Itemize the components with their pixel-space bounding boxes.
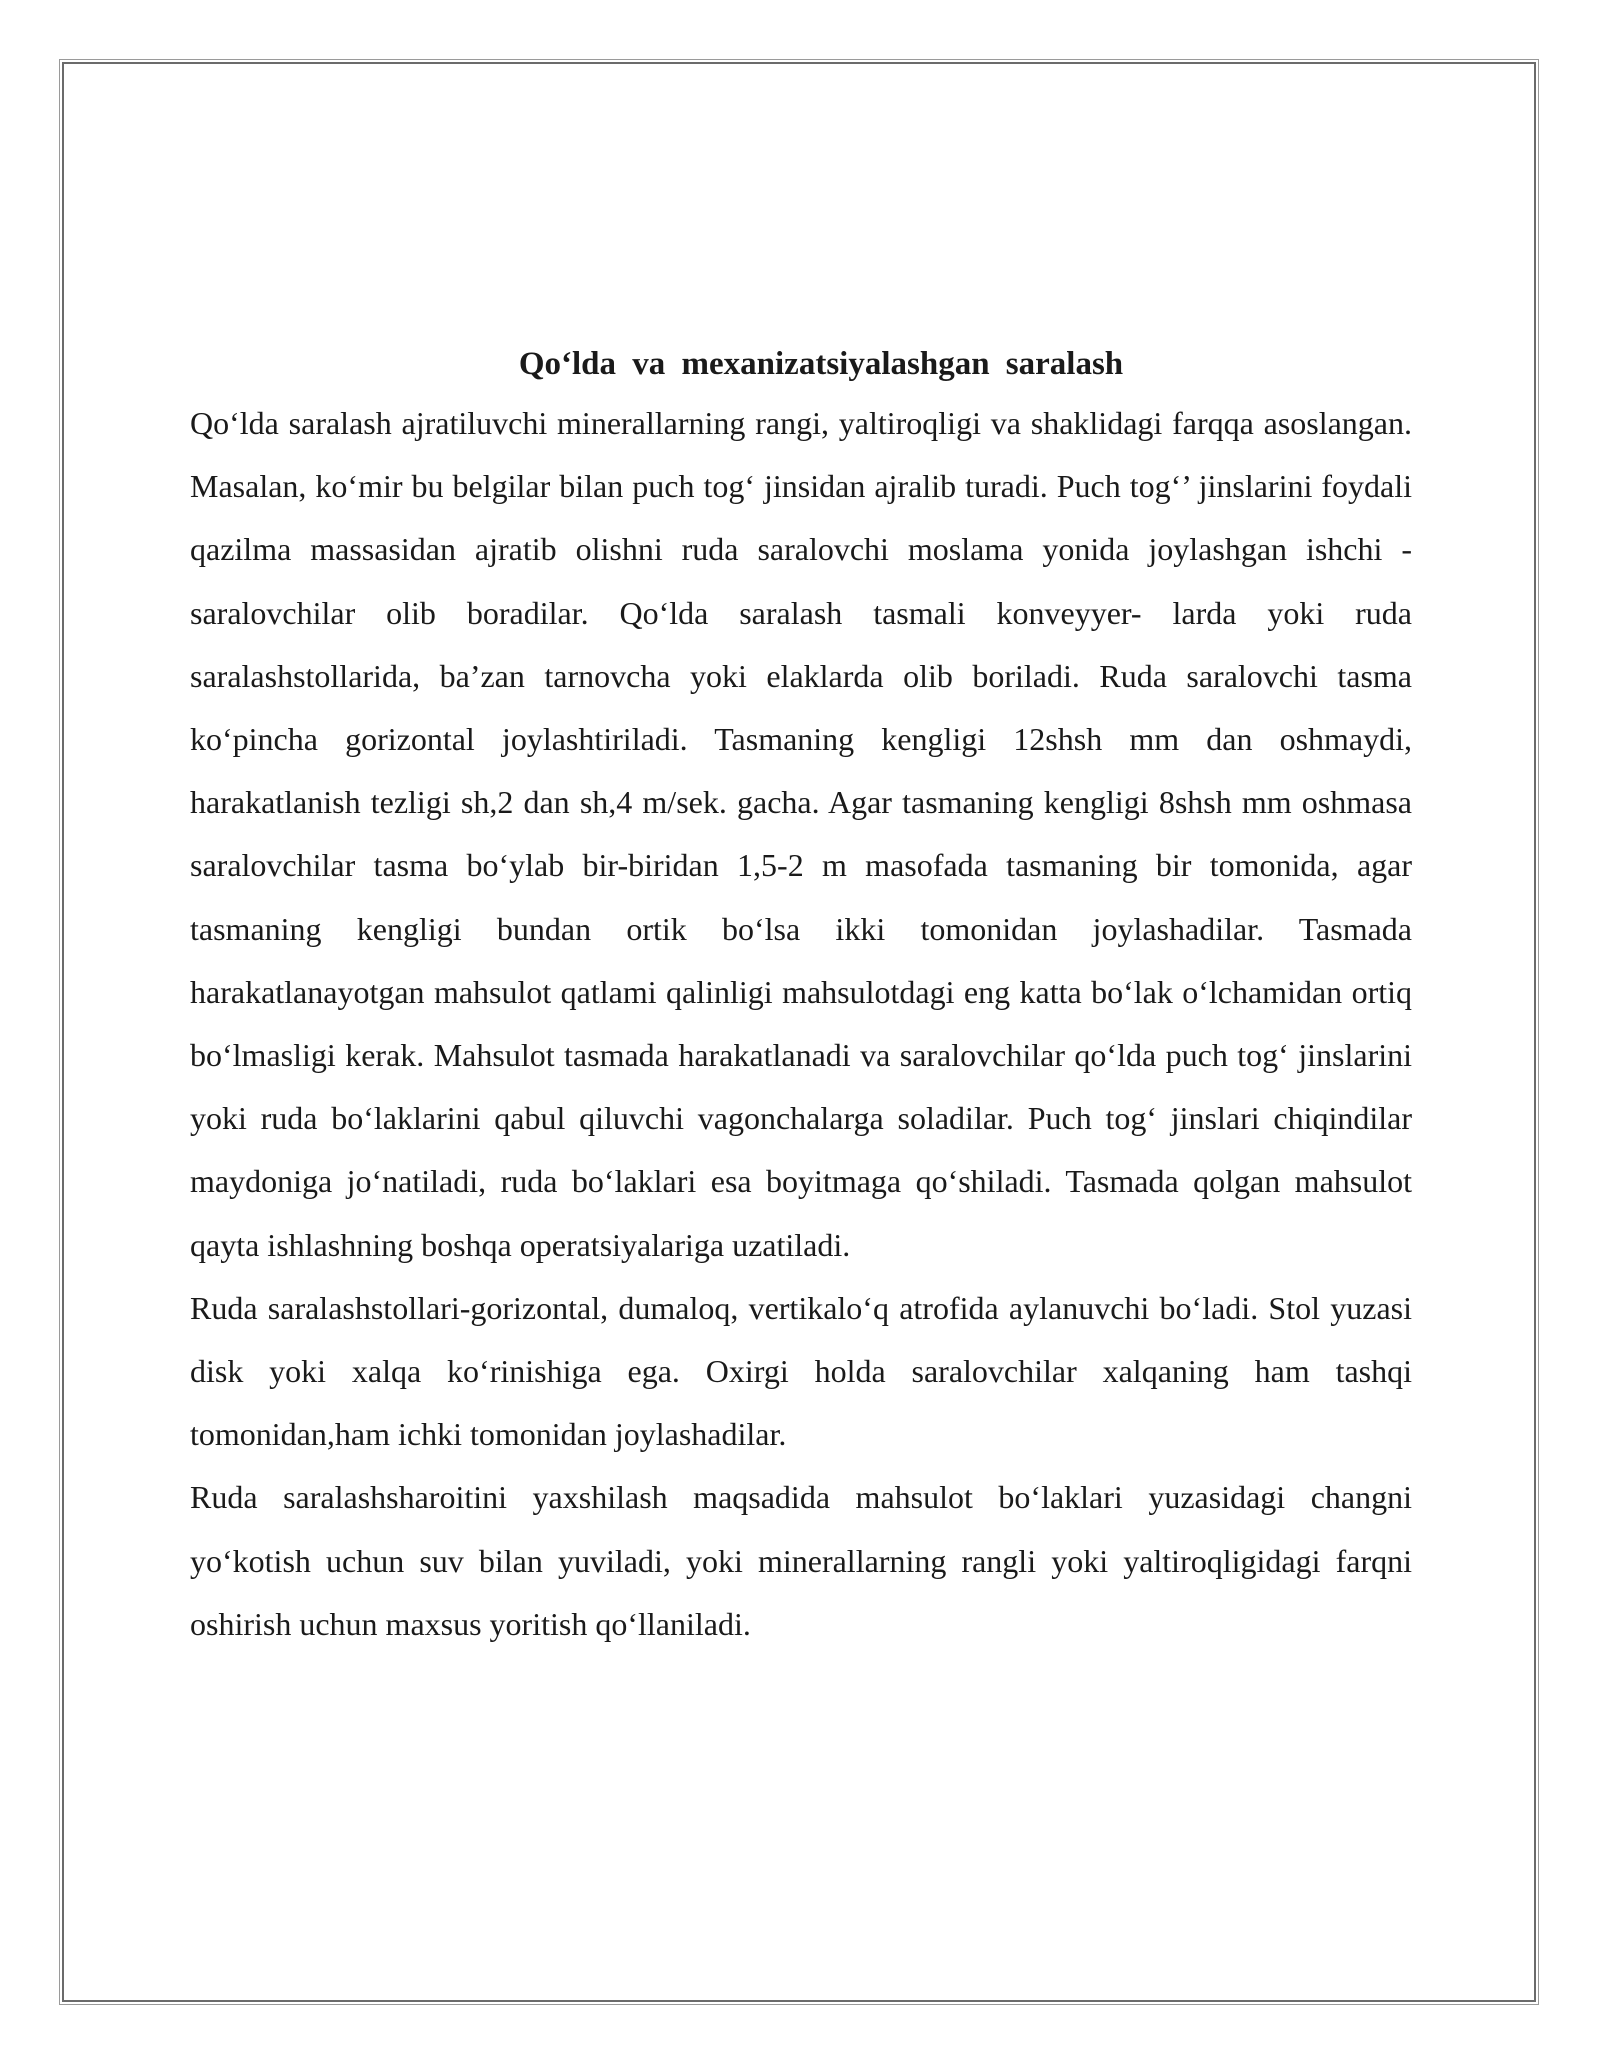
paragraph-3: Ruda saralashsharoitini yaxshilash maqsadida mahsulot bo‘laklari yuzasidagi changni yo‘kotish uchun suv bilan yuviladi, yoki minerallarning rangli yoki yaltiroqligidagi farqni oshirish uchun maxsus yoritish qo‘llaniladi. [190, 1479, 1412, 1642]
document-title: Qo‘lda va mexanizatsiyalashgan saralash [518, 346, 1124, 382]
paragraph-1: Qo‘lda saralash ajratiluvchi minerallarning rangi, yaltiroqligi va shaklidagi farqqa asoslangan. Masalan, ko‘mir bu belgilar bilan puch tog‘ jinsidan ajralib turadi. Puch tog‘’ jinslarini foydali qazilma massasidan ajratib olishni ruda saralovchi moslama yonida joylashgan ishchi - saralovchilar olib boradilar. Qo‘lda saralash tasmali konveyyer- larda yoki ruda saralashstollarida, ba’zan tarnovcha yoki elaklarda olib boriladi. Ruda saralovchi tasma ko‘pincha gorizontal joylashtiriladi. Tasmaning kengligi 12shsh mm dan oshmaydi, harakatlanish tezligi sh,2 dan sh,4 m/sek. gacha. Agar tasmaning kengligi 8shsh mm oshmasa saralovchilar tasma bo‘ylab bir-biridan 1,5-2 m masofada tasmaning bir tomonida, agar tasmaning kengligi bundan ortik bo‘lsa ikki tomonidan joylashadilar. Tasmada harakatlanayotgan mahsulot qatlami qalinligi mahsulotdagi eng katta bo‘lak o‘lchamidan ortiq bo‘lmasligi kerak. Mahsulot tasmada harakatlanadi va saralovchilar qo‘lda puch tog‘ jinslarini yoki ruda bo‘laklarini qabul qiluvchi vagonchalarga soladilar. Puch tog‘ jinslari chiqindilar maydoniga jo‘natiladi, ruda bo‘laklari esa boyitmaga qo‘shiladi. Tasmada qolgan mahsulot qayta ishlashning boshqa operatsiyalariga uzatiladi. [190, 405, 1412, 1263]
document-body [190, 336, 1412, 1656]
paragraph-2: Ruda saralashstollari-gorizontal, dumaloq, vertikalo‘q atrofida aylanuvchi bo‘ladi. Stol yuzasi disk yoki xalqa ko‘rinishiga ega. Oxirgi holda saralovchilar xalqaning ham tashqi tomonidan,ham ichki tomonidan joylashadilar. [190, 1289, 1412, 1453]
